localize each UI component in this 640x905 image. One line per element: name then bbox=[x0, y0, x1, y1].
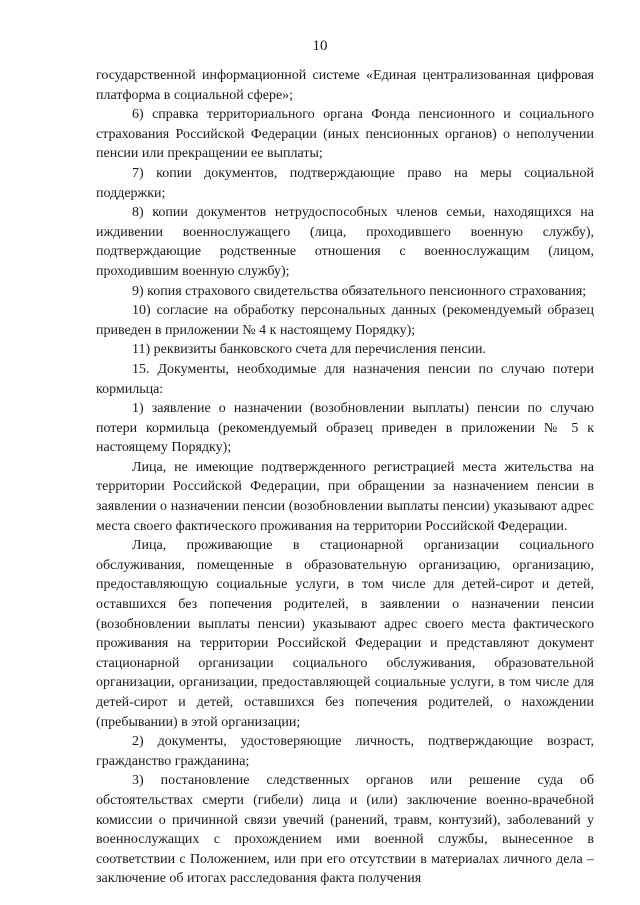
paragraph-residents: Лица, проживающие в стационарной организации социального обслуживания, помещенные в образовательную организацию, организацию, предоставляющую социальные услуги, в том числе для детей-сирот и детей, оставшихся без попечения родителей, в заявлении о назначении пенсии (возобновлении выплаты пенсии) указывают адрес своего места фактического проживания на территории Российской Федерации и представляют документ стационарной организации социального обслуживания, образовательной организации, организации, предоставляющей социальные услуги, в том числе для детей-сирот и детей, оставшихся без попечения родителей, о нахождении (пребывании) в этой организации; bbox=[96, 538, 594, 730]
paragraph-item-7: 7) копии документов, подтверждающие право на меры социальной поддержки; bbox=[96, 165, 594, 201]
paragraph-continuation: государственной информационной системе «Единая централизованная цифровая платформа в социальной сфере»; bbox=[96, 68, 594, 103]
paragraph-section-15: 15. Документы, необходимые для назначения пенсии по случаю потери кормильца: bbox=[96, 361, 594, 397]
paragraph-item-11: 11) реквизиты банковского счета для перечисления пенсии. bbox=[132, 342, 487, 358]
paragraph-item-8: 8) копии документов нетрудоспособных членов семьи, находящихся на иждивении военнослужащего (лица, проходившего военную службу), подтверждающие родственные отношения с военнослужащим (лицом, проходившим военную службу); bbox=[96, 205, 594, 279]
paragraph-item-9: 9) копия страхового свидетельства обязательного пенсионного страхования; bbox=[132, 283, 587, 299]
paragraph-item-6: 6) справка территориального органа Фонда пенсионного и социального страхования Российской Федерации (иных пенсионных органов) о неполучении пенсии или прекращении ее выплаты; bbox=[96, 107, 594, 162]
paragraph-item-1: 1) заявление о назначении (возобновлении выплаты) пенсии по случаю потери кормильца (рекомендуемый образец приведен в приложении № 5 к настоящему Порядку); bbox=[96, 401, 594, 456]
paragraph-item-3: 3) постановление следственных органов или решение суда об обстоятельствах смерти (гибели) лица и (или) заключение военно-врачебной комиссии о причинной связи увечий (ранений, травм, контузий), заболеваний у военнослужащих с прохождением ими военной службы, вынесенное в соответствии с Положением, или при его отсутствии в материалах личного дела – заключение об итогах расследования факта получения bbox=[96, 773, 594, 887]
paragraph-item-2: 2) документы, удостоверяющие личность, подтверждающие возраст, гражданство гражданина; bbox=[96, 734, 594, 769]
page-number: 10 bbox=[312, 38, 328, 54]
document-body bbox=[96, 66, 594, 889]
paragraph-item-10: 10) согласие на обработку персональных данных (рекомендуемый образец приведен в приложении № 4 к настоящему Порядку); bbox=[96, 303, 594, 338]
paragraph-no-registration: Лица, не имеющие подтвержденного регистрацией места жительства на территории Российской Федерации, при обращении за назначением пенсии в заявлении о назначении пенсии (возобновлении выплаты пенсии) указывают адрес места своего фактического проживания на территории Российской Федерации. bbox=[96, 459, 594, 534]
